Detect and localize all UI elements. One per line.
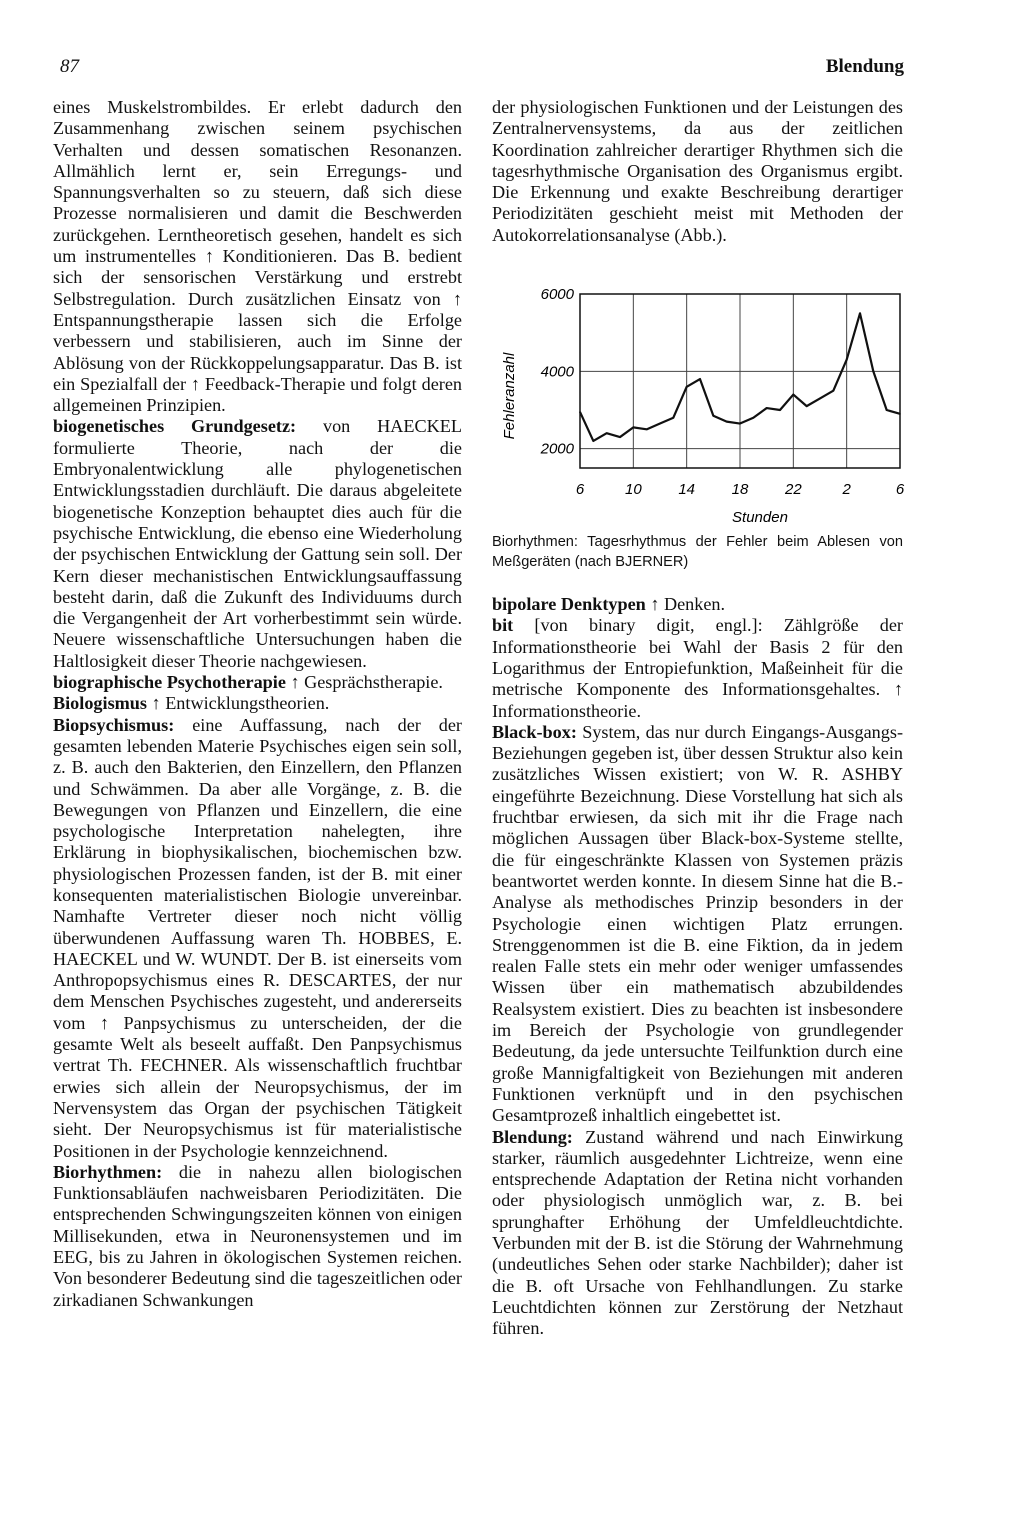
data-point — [579, 411, 581, 413]
data-point — [619, 436, 621, 438]
entry — [53, 693, 462, 714]
entry — [53, 1162, 462, 1311]
data-point — [886, 409, 888, 411]
entry — [492, 722, 903, 1127]
entry — [53, 672, 462, 693]
data-point — [726, 421, 728, 423]
data-point — [806, 405, 808, 407]
entry-text: ↑ Denken. — [645, 594, 726, 615]
data-point — [713, 415, 715, 417]
figure-caption: Biorhythmen: Tagesrhythmus der Fehler beim Ablesen von Meßgeräten (nach BJERNER) — [492, 534, 903, 571]
right-column — [492, 97, 903, 1339]
data-point — [686, 386, 688, 388]
data-point — [793, 394, 795, 396]
entry-text: Zustand während und nach Einwirkung starker, räumlich ausgedehnter Lichtreize, wenn eine entsprechende Adaptation der Retina nicht vorhanden oder physiologisch unmöglich war, z. B. bei sprunghafter Erhöhung der Umfeldleuchtdichte. Verbunden mit der B. ist die Störung der Wahrnehmung (undeutliches Sehen oder starke Nachbilder); daher ist die B. oft Ursache von Fehlhandlungen. Zu starke Leuchtdichten können zur Zerstörung der Netzhaut führen. — [492, 1126, 903, 1339]
data-point — [633, 427, 635, 429]
data-point — [646, 429, 648, 431]
data-point — [873, 371, 875, 373]
y-tick-label: 4000 — [540, 363, 574, 381]
biorhythm-line-chart — [492, 276, 903, 526]
data-point — [859, 313, 861, 315]
entry — [53, 416, 462, 672]
page-header — [60, 56, 904, 82]
entry-term: Biologismus — [53, 693, 147, 714]
x-tick-label: 6 — [895, 481, 905, 499]
data-point — [899, 413, 901, 415]
entry-text: die in nahezu allen biologischen Funktionsabläufen nachweisbaren Periodizitäten. Die entsprechenden Schwingungszeiten können von einigen Millisekunden, etwa in Neuronensystemen und im EEG, bis zu Jahren in ökologischen Systemen reichen. Von besonderer Bedeutung sind die tageszeitlichen oder zirkadianen Schwankungen — [53, 1161, 462, 1310]
entry-text: der physiologischen Funktionen und der Leistungen des Zentralnervensystems, da aus der zeitlichen Koordination zahlreicher derartiger Rhythmen sich die tagesrhythmische Organisation des Organismus ergibt. Die Erkennung und exakte Beschreibung derartiger Periodizitäten geschieht meist mit Methoden der Autokorrelationsanalyse (Abb.). — [492, 97, 903, 245]
entry-text: [von binary digit, engl.]: Zählgröße der Informationstheorie bei Wahl der Basis 2 für den Logarithmus der Entropiefunktion, Maßeinheit für die metrische Komponente des Informationsgehaltes. ↑ Informationstheorie. — [492, 615, 903, 721]
biorhythm-figure — [492, 276, 903, 526]
entry — [53, 715, 462, 1162]
entry-term: Biorhythmen: — [53, 1161, 163, 1182]
data-point — [846, 359, 848, 361]
entry — [492, 594, 903, 615]
entry-text: eine Auffassung, nach der der gesamten lebenden Materie Psychisches eigen sein soll, z. B. auch den Bakterien, den Einzellern, den Pflanzen und Schwämmen. Da aber alle Vorgänge, z. B. die Bewegungen von Pflanzen und Einzellern, die eine psychologische Interpretation nahelegten, ihre Erklärung in biophysikalischen, biochemischen bzw. physiologischen Prozessen fanden, ist der B. mit einer konsequenten materialistischen Biologie unvereinbar. Namhafte Vertreter dieser noch nicht völlig überwundenen Auffassung waren Th. HOBBES, E. HAECKEL und W. WUNDT. Der B. ist einerseits vom Anthropopsychismus eines R. DESCARTES, der nur dem Menschen Psychisches zugesteht, und andererseits vom ↑ Panpsychismus zu unterscheiden, der die gesamte Welt als beseelt auffaßt. Den Panpsychismus vertrat Th. FECHNER. Als wissenschaftlich fruchtbar erwies sich allein der Neuropsychismus, der im Nervensystem das Organ der psychischen Tätigkeit sieht. Der Neuropsychismus ist für materialistische Positionen in der Psychologie kennzeichnend. — [53, 714, 462, 1161]
data-point — [779, 409, 781, 411]
entry-term: bit — [492, 615, 514, 636]
data-point — [739, 423, 741, 425]
left-column — [53, 97, 462, 1311]
data-point — [819, 398, 821, 400]
entry — [492, 1127, 903, 1340]
x-tick-label: 10 — [624, 481, 642, 499]
entry — [53, 97, 462, 416]
entry-text: ↑ Gesprächstherapie. — [285, 672, 443, 693]
data-point — [606, 432, 608, 434]
entry — [492, 97, 903, 246]
entry-term: bipolare Denktypen — [492, 594, 646, 615]
entry-term: Black-box: — [492, 721, 577, 742]
entry — [492, 615, 903, 721]
page-number: 87 — [60, 56, 79, 77]
data-point — [593, 440, 595, 442]
data-point — [659, 423, 661, 425]
data-point — [833, 390, 835, 392]
data-point — [753, 417, 755, 419]
x-tick-label: 18 — [731, 481, 749, 499]
y-axis-label: Fehleranzahl — [501, 352, 518, 440]
x-tick-label: 22 — [784, 481, 802, 499]
entry-term: Blendung: — [492, 1126, 573, 1147]
y-tick-label: 2000 — [540, 440, 574, 458]
entries-after-figure — [492, 594, 903, 1339]
data-point — [673, 417, 675, 419]
entry-text: ↑ Entwicklungstheorien. — [147, 693, 330, 714]
x-tick-label: 14 — [678, 481, 696, 499]
entry-text: System, das nur durch Eingangs-Ausgangs-Beziehungen gegeben ist, über dessen Struktur also kein zusätzliches Wissen existiert; von W. R. ASHBY eingeführte Bezeichnung. Diese Vorstellung hat sich als fruchtbar erwiesen, da sich mit ihr die Frage nach möglichen Aussagen über Black-box-Systeme stellte, die für eingeschränkte Klassen von Systemen präzis beantwortet werden konnte. In diesem Sinne hat die B.-Analyse als methodisches Prinzip besonders in der Psychologie einen wichtigen Platz errungen. Strenggenommen ist die B. eine Fiktion, da in jedem realen Falle stets ein mehr oder weniger umfassendes Wissen über ein mathematisch abzubildendes Realsystem existiert. Dies zu beachten ist insbesondere im Bereich der Psychologie von grundlegender Bedeutung, da jede untersuchte Teilfunktion durch eine große Mannigfaltigkeit von Beziehungen mit anderen Funktionen verknüpft und in den psychischen Gesamtprozeß inhaltlich eingebettet ist. — [492, 721, 903, 1126]
data-point — [766, 407, 768, 409]
x-axis-label: Stunden — [732, 509, 788, 527]
entry-text: eines Muskelstrombildes. Er erlebt dadurch den Zusammenhang zwischen seinem psychischen Verhalten und dessen somatischen Resonanzen. Allmählich lernt er, sein Erregungs- und Spannungsverhalten so zu steuern, daß sich diese Prozesse normalisieren und damit die Beschwerden zurückgehen. Lerntheoretisch gesehen, handelt es sich um instrumentelles ↑ Konditionieren. Das B. bedient sich der sensorischen Verstärkung und erstrebt Selbstregulation. Durch zusätzlichen Einsatz von ↑ Entspannungstherapie lassen sich die Erfolge verbessern und stabilisieren, auch im Sinne der Ablösung von der Rückkoppelungsapparatur. Das B. ist ein Spezialfall der ↑ Feedback-Therapie und folgt deren allgemeinen Prinzipien. — [53, 97, 462, 416]
entry-term: Biopsychismus: — [53, 714, 175, 735]
x-tick-label: 6 — [575, 481, 585, 499]
data-point — [699, 378, 701, 380]
x-tick-label: 2 — [842, 481, 851, 499]
entry-term: biographische Psychotherapie — [53, 672, 286, 693]
entry-term: biogenetisches Grundgesetz: — [53, 416, 297, 437]
entry-text: von HAECKEL formulierte Theorie, nach der die Embryonalentwicklung alle phylogenetischen Entwicklungsstadien durchläuft. Die daraus abgeleitete biogenetische Konzeption behauptet dies auch für die psychische Entwicklung, die ebenso eine Wiederholung der psychischen Entwicklung der Gattung sein soll. Der Kern dieser mechanistischen Entwicklungsauffassung besteht darin, daß die Zukunft des Individuums durch die Vergangenheit der Art vorherbestimmt sein würde. Neuere wissenschaftliche Untersuchungen haben die Haltlosigkeit dieser Theorie nachgewiesen. — [53, 416, 462, 671]
y-tick-label: 6000 — [540, 286, 574, 304]
running-head: Blendung — [825, 56, 904, 77]
